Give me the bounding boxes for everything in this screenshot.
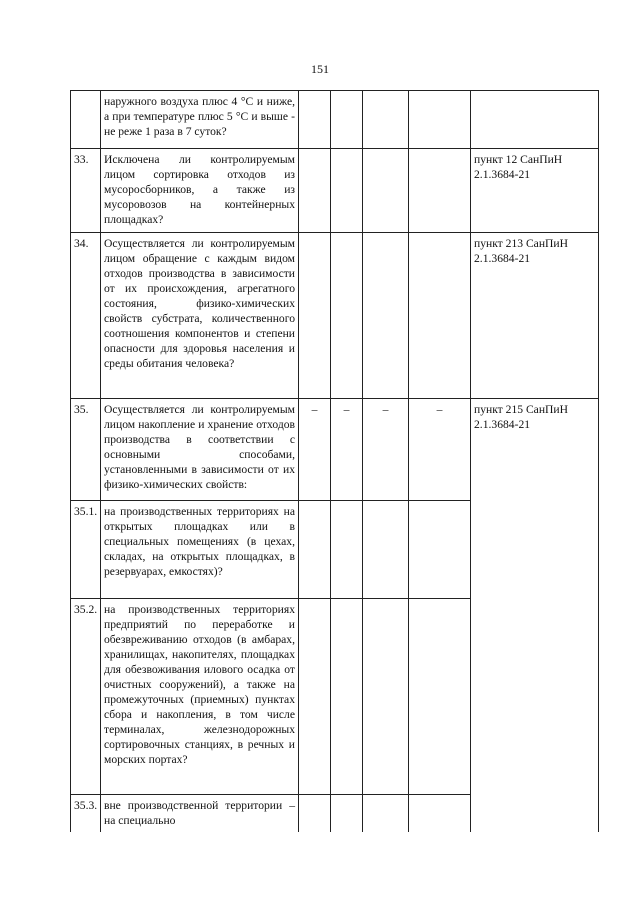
answer-na-cell: –: [363, 399, 409, 501]
answer-yes-cell: –: [299, 399, 331, 501]
answer-no-cell: [331, 501, 363, 599]
item-number: 35.1.: [71, 501, 101, 599]
answer-na-cell: [363, 501, 409, 599]
note-cell: –: [409, 399, 471, 501]
question-text: на производственных территориях предприятий по переработке и обезвреживанию отходов (в амбарах, хранилищах, накопителях, площадках для обезвоживания илового осадка от очистных сооружений), а также на промежуточных (приемных) пунктах сбора и накопления, в том числе терминалах, железнодорожных сортировочных станциях, в речных и морских портах?: [101, 599, 299, 795]
answer-yes-cell: [299, 599, 331, 795]
note-cell: [409, 149, 471, 233]
table-row: [71, 399, 599, 501]
item-number: 35.2.: [71, 599, 101, 795]
answer-no-cell: [331, 91, 363, 149]
answer-no-cell: [331, 149, 363, 233]
question-text: на производственных территориях на открытых площадках или в специальных помещениях (в цехах, складах, на открытых площадках, в резервуарах, емкостях)?: [101, 501, 299, 599]
question-text: Исключена ли контролируемым лицом сортировка отходов из мусоросборников, а также из мусоровозов на контейнерных площадках?: [101, 149, 299, 233]
answer-no-cell: –: [331, 399, 363, 501]
item-number: 34.: [71, 233, 101, 399]
answer-yes-cell: [299, 233, 331, 399]
answer-no-cell: [331, 233, 363, 399]
item-number: 35.3.: [71, 795, 101, 855]
item-number: 33.: [71, 149, 101, 233]
table-row: [71, 149, 599, 233]
question-text: Осуществляется ли контролируемым лицом накопление и хранение отходов производства в соответствии с основными способами, установленными в зависимости от их физико-химических свойств:: [101, 399, 299, 501]
answer-yes-cell: [299, 91, 331, 149]
question-text: Осуществляется ли контролируемым лицом обращение с каждым видом отходов производства в зависимости от их происхождения, агрегатного состояния, физико-химических свойств субстрата, количественного соотношения компонентов и степени опасности для здоровья населения и среды обитания человека?: [101, 233, 299, 399]
reference-cell: пункт 12 СанПиН 2.1.3684-21: [471, 149, 599, 233]
page-bottom-margin: [0, 832, 640, 906]
note-cell: [409, 91, 471, 149]
reference-cell: [471, 91, 599, 149]
note-cell: [409, 233, 471, 399]
item-number: 35.: [71, 399, 101, 501]
answer-na-cell: [363, 599, 409, 795]
table-row: [71, 233, 599, 399]
checklist-table: [70, 90, 599, 855]
answer-na-cell: [363, 233, 409, 399]
note-cell: [409, 599, 471, 795]
question-text: наружного воздуха плюс 4 °С и ниже, а при температуре плюс 5 °С и выше - не реже 1 раза в 7 суток?: [101, 91, 299, 149]
reference-cell: пункт 215 СанПиН 2.1.3684-21: [471, 399, 599, 855]
note-cell: [409, 501, 471, 599]
table-row: [71, 91, 599, 149]
question-text: вне производственной территории – на специально: [101, 795, 299, 855]
answer-yes-cell: [299, 501, 331, 599]
answer-na-cell: [363, 149, 409, 233]
item-number: [71, 91, 101, 149]
answer-na-cell: [363, 91, 409, 149]
answer-yes-cell: [299, 149, 331, 233]
page-number: 151: [311, 62, 329, 76]
reference-cell: пункт 213 СанПиН 2.1.3684-21: [471, 233, 599, 399]
answer-no-cell: [331, 599, 363, 795]
